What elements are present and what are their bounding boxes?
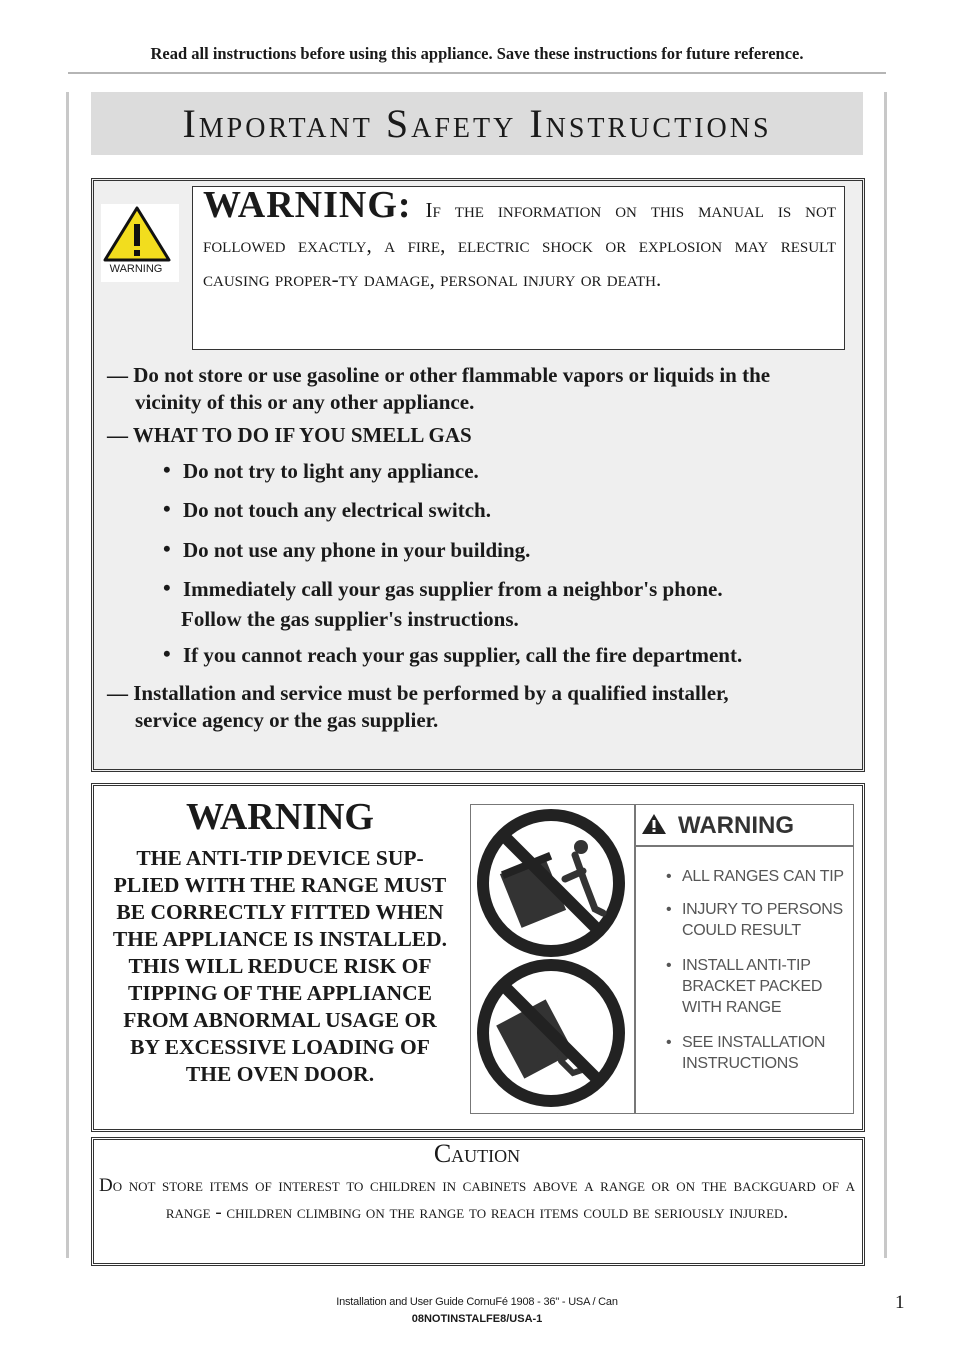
page-title: Important Safety Instructions bbox=[91, 92, 863, 155]
smell-gas-heading: — WHAT TO DO IF YOU SMELL GAS bbox=[107, 423, 472, 447]
list-item: • Do not try to light any appliance. bbox=[163, 457, 479, 483]
tipping-range-pictogram-icon bbox=[471, 805, 635, 1113]
bullet-dot-icon: • bbox=[163, 575, 171, 600]
caution-title: Caution bbox=[433, 1139, 521, 1168]
installation-line2: service agency or the gas supplier. bbox=[135, 708, 439, 732]
warning-triangle-small-icon bbox=[641, 813, 667, 835]
installation-line1: — Installation and service must be performed by a qualified installer, bbox=[107, 681, 729, 705]
warning-heading: WARNING: bbox=[203, 184, 412, 226]
list-item: • Do not touch any electrical switch. bbox=[163, 496, 491, 522]
label-item: • INSTALL ANTI-TIP BRACKET PACKED WITH RANGE bbox=[666, 957, 823, 1016]
gasoline-warning-line1: — Do not store or use gasoline or other flammable vapors or liquids in the bbox=[107, 363, 771, 387]
list-item: • If you cannot reach your gas supplier, call the fire department. bbox=[163, 641, 743, 667]
label-item: • SEE INSTALLATION INSTRUCTIONS bbox=[666, 1034, 826, 1072]
top-rule bbox=[68, 72, 886, 74]
list-item: • Immediately call your gas supplier from a neighbor's phone. bbox=[163, 575, 723, 601]
label-item: • INJURY TO PERSONS COULD RESULT bbox=[666, 901, 843, 939]
right-margin-rule bbox=[884, 92, 887, 1258]
left-margin-rule bbox=[66, 92, 69, 1258]
antitip-body: THE ANTI-TIP DEVICE SUP- PLIED WITH THE RANGE MUST BE CORRECTLY FITTED WHEN THE APPLIANCE IS INSTALLED. THIS WILL REDUCE RISK OF TIPPING OF THE APPLIANCE FROM ABNORMAL USAGE OR BY EXCESSIVE LOADING OF THE OVEN DOOR. bbox=[112, 846, 448, 1086]
footer-doc-code: 08NOTINSTALFE8/USA-1 bbox=[411, 1313, 543, 1325]
label-item: • ALL RANGES CAN TIP bbox=[666, 868, 844, 885]
bullet-dot-icon: • bbox=[163, 536, 171, 561]
label-warning-title: WARNING bbox=[678, 812, 794, 839]
read-instructions-note: Read all instructions before using this appliance. Save these instructions for future reference. bbox=[150, 44, 804, 63]
bullet-dot-icon: • bbox=[163, 457, 171, 482]
gasoline-warning-line2: vicinity of this or any other appliance. bbox=[135, 390, 475, 414]
list-item-continuation: Follow the gas supplier's instructions. bbox=[181, 607, 519, 631]
bullet-dot-icon: • bbox=[163, 496, 171, 521]
antitip-title: WARNING bbox=[186, 796, 374, 838]
bullet-dot-icon: • bbox=[163, 641, 171, 666]
caution-text: Do not store items of interest to children in cabinets above a range or on the backguard of a range - children climbing on the range to reach items could be seriously injured. bbox=[99, 1175, 855, 1223]
list-item: • Do not use any phone in your building. bbox=[163, 536, 531, 562]
warning-body: If the information on this manual is not followed exactly, a fire, electric shock or explosion may result causing proper-ty damage, personal injury or death. bbox=[203, 198, 836, 291]
page-number: 1 bbox=[895, 1292, 905, 1313]
footer-guide-title: Installation and User Guide CornuFé 1908 - 36" - USA / Can bbox=[336, 1296, 618, 1308]
warning-icon-label: WARNING bbox=[109, 263, 163, 275]
warning-statement bbox=[203, 184, 836, 297]
